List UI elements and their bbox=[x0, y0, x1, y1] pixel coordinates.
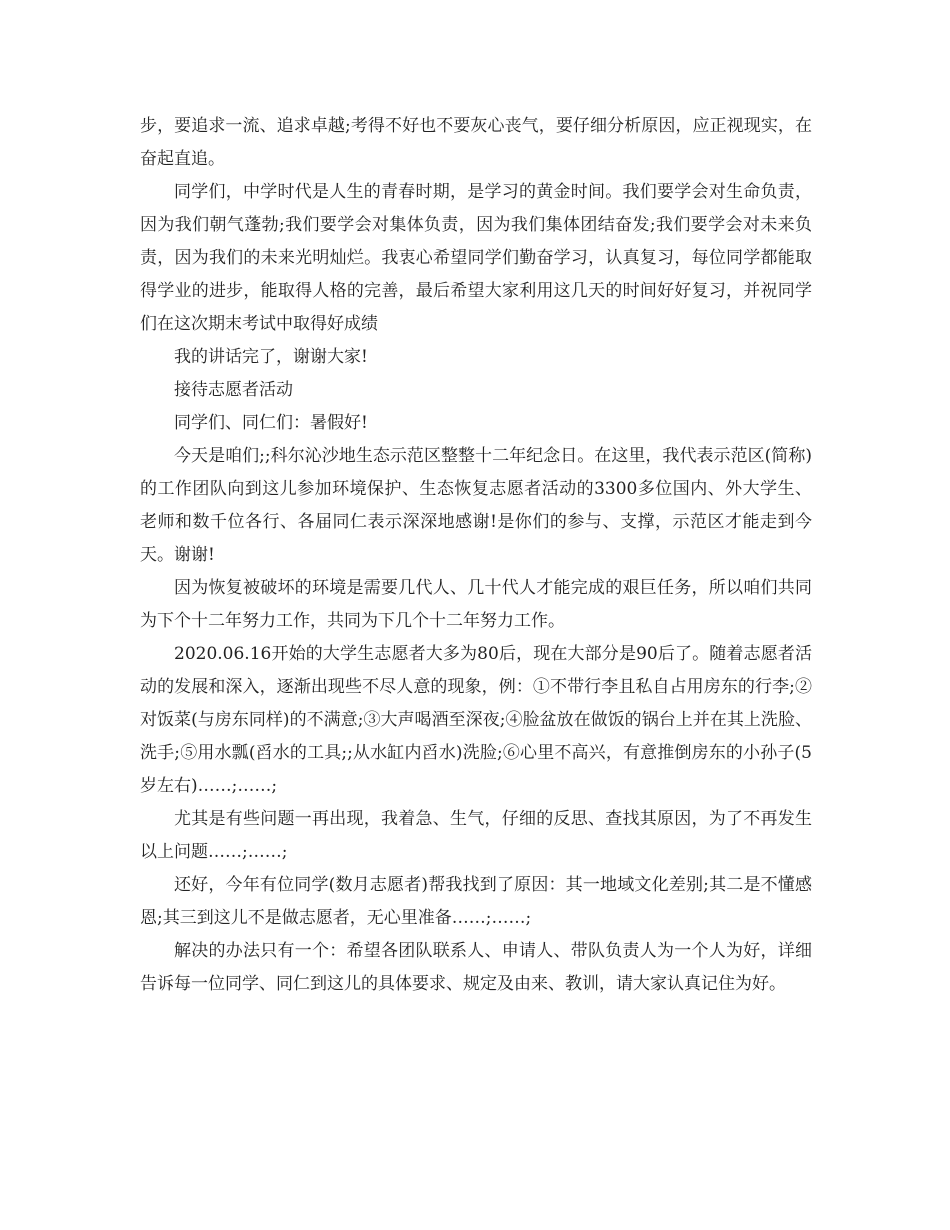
paragraph-greeting: 同学们、同仁们：暑假好! bbox=[174, 413, 368, 433]
paragraph-solution: 解决的办法只有一个：希望各团队联系人、申请人、带队负责人为一个人为好，详细告诉每一位同学、同仁到这儿的具体要求、规定及由来、教训，请大家认真记住为好。 bbox=[140, 941, 812, 994]
section-heading: 接待志愿者活动 bbox=[174, 380, 293, 400]
paragraph-anniversary: 今天是咱们;;科尔沁沙地生态示范区整整十二年纪念日。在这里，我代表示范区(简称)的工作团队向到这儿参加环境保护、生态恢复志愿者活动的3300多位国内、外大学生、老师和数千位各行、各届同仁表示深深地感谢!是你们的参与、支撑，示范区才能走到今天。谢谢! bbox=[140, 446, 812, 565]
paragraph-volunteer-issues: 2020.06.16开始的大学生志愿者大多为80后，现在大部分是90后了。随着志愿者活动的发展和深入，逐渐出现些不尽人意的现象，例：①不带行李且私自占用房东的行李;②对饭菜(与房东同样)的不满意;③大声喝酒至深夜;④脸盆放在做饭的锅台上并在其上洗脸、洗手;⑤用水瓢(舀水的工具;;从水缸内舀水)洗脸;⑥心里不高兴，有意推倒房东的小孙子(5岁左右)……;……; bbox=[140, 644, 812, 796]
paragraph-closing-thanks: 我的讲话完了，谢谢大家! bbox=[174, 347, 368, 367]
paragraph-reasons: 还好，今年有位同学(数月志愿者)帮我找到了原因：其一地域文化差别;其二是不懂感恩;其三到这儿不是做志愿者，无心里准备……;……; bbox=[140, 875, 812, 928]
document-body bbox=[140, 110, 812, 1001]
paragraph-students-youth: 同学们，中学时代是人生的青春时期，是学习的黄金时间。我们要学会对生命负责，因为我们朝气蓬勃;我们要学会对集体负责，因为我们集体团结奋发;我们要学会对未来负责，因为我们的未来光明灿烂。我衷心希望同学们勤奋学习，认真复习，每位同学都能取得学业的进步，能取得人格的完善，最后希望大家利用这几天的时间好好复习，并祝同学们在这次期末考试中取得好成绩 bbox=[140, 182, 812, 334]
paragraph-recurring-problems: 尤其是有些问题一再出现，我着急、生气，仔细的反思、查找其原因，为了不再发生以上问题……;……; bbox=[140, 809, 812, 862]
paragraph-continuation: 步，要追求一流、追求卓越;考得不好也不要灰心丧气，要仔细分析原因，应正视现实，在奋起直追。 bbox=[140, 116, 812, 169]
paragraph-restoration-task: 因为恢复被破坏的环境是需要几代人、几十代人才能完成的艰巨任务，所以咱们共同为下个十二年努力工作，共同为下几个十二年努力工作。 bbox=[140, 578, 812, 631]
